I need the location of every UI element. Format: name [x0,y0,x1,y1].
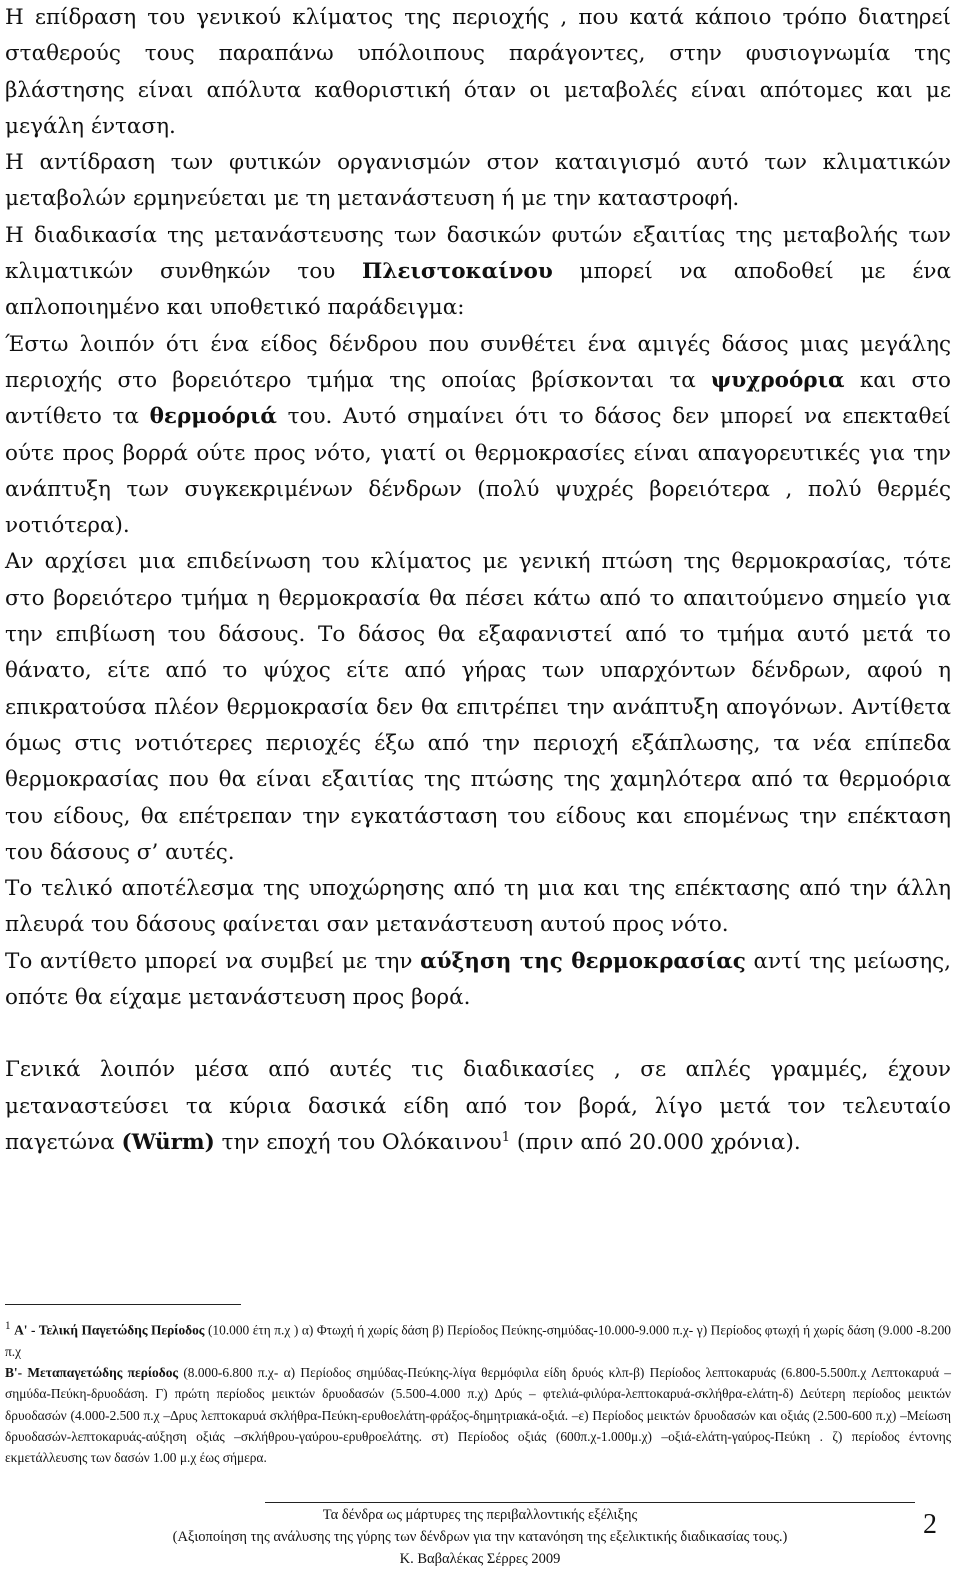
bold-pleistocene: Πλειστοκαίνου [362,259,553,285]
footer-author: Κ. Βαβαλέκας Σέρρες 2009 [399,1551,561,1567]
bold-warm-limits: θερμοόριά [149,404,277,430]
paragraph-climate-effect: Η επίδραση του γενικού κλίματος της περιοχής , που κατά κάποιο τρόπο διατηρεί σταθερούς τους παραπάνω υπόλοιπους παράγοντες, στην φυσιογνωμία της βλάστησης είναι απόλυτα καθοριστική όταν οι μεταβολές είναι απότομες και με μεγάλη ένταση. [5,5,951,139]
paragraph-example: Έστω λοιπόν ότι ένα είδος δένδρου που συνθέτει ένα αμιγές δάσος μιας μεγάλης περιοχής στο βορειότερο τμήμα της οποίας βρίσκονται τα ψυχροόρια και στο αντίθετο τα θερμοόριά του. Αυτό σημαίνει ότι το δάσος δεν μπορεί να επεκταθεί ούτε προς βορρά ούτε προς νότο, γιατί οι θερμοκρασίες είναι απαγορευτικές για την ανάπτυξη των συγκεκριμένων δένδρων (πολύ ψυχρές βορειότερα , πολύ θερμές νοτιότερα). [5,331,951,539]
bold-wurm: (Würm) [121,1129,215,1155]
document-page [5,0,952,1567]
paragraph-cooling: Αν αρχίσει μια επιδείνωση του κλίματος με γενική πτώση της θερμοκρασίας, τότε στο βορειότερο τμήμα η θερμοκρασία θα πέσει κάτω από το απαιτούμενο σημείο για την επιβίωση του δάσους. Το δάσος θα εξαφανιστεί από το τμήμα αυτό μετά το θάνατο, είτε από το ψύχος είτε από γήρας των υπαρχόντων δένδρων, αφού η επικρατούσα πλέον θερμοκρασία δεν θα επιτρέπει την ανάπτυξη απογόνων. Αντίθετα όμως στις νοτιότερες περιοχές έξω από την περιοχή εξάπλωσης, τα νέα επίπεδα θερμοκρασίας που θα είναι εξαιτίας της πτώσης της χαμηλότερα από τα θερμοόρια του είδους, θα επέτρεπαν την εγκατάσταση του είδους και επομένως την επέκταση του δάσους σ’ αυτές. [5,549,951,865]
paragraph-warming: Το αντίθετο μπορεί να συμβεί με την αύξηση της θερμοκρασίας αντί της μείωσης, οπότε θα είχαμε μετανάστευση προς βορά. [5,948,951,1011]
body-text [5,0,951,1161]
paragraph-migration-process: Η διαδικασία της μετανάστευσης των δασικών φυτών εξαιτίας της μεταβολής των κλιματικών συνθηκών του Πλειστοκαίνου μπορεί να αποδοθεί με ένα απλοποιημένο και υποθετικό παράδειγμα: [5,222,951,321]
footnote-number: 1 [5,1320,11,1332]
footnote: $^1$ Α' - Τελική Παγετώδης Περίοδος (10.000 έτη π.χ ) α) Φτωχή ή χωρίς δάση β) Περίοδος Πεύκης-σημύδας-10.000-9.000 π.χ- γ) Περίοδος φτωχή ή χωρίς δάση (9.000 -8.200 π.χ Β'- Μεταπαγετώδης περίοδος (8.000-6.800 π.χ- α) Περίοδος σημύδας-Πεύκης-λίγα θερμόφιλα είδη δρυός κλπ-β) Περίοδος λεπτοκαρυάς (6.800-5.500π.χ Λεπτοκαρυά –σημύδα-Πεύκη-δρυοδάση. Γ) πρώτη περίοδος μεικτών δρυοδασών (5.500-4.000 π.χ) Δρύς – φτελιά-φιλύρα-λεπτοκαρυά-σκλήθρα-ελάτη-δ) Δεύτερη περίοδος μεικτών δρυοδασών (4.000-2.500 π.χ –Δρυς λεπτοκαρυά σκλήθρα-Πεύκη-ερυθοελάτη-φράξος-δημητριακά-οξιά. –ε) Περίοδος μεικτών δρυοδασών και οξιάς (2.500-600 π.χ) –Μείωση δρυοδασών-λεπτοκαρυάς-αύξηση οξιάς –σκλήθρου-γαύρου-ερυθροελάτης. στ) Περίοδος οξιάς (600π.χ-1.000μ.χ) –οξιά-ελάτη-γαύρος-Πεύκη . ζ) περίοδος έντονης εκμετάλλευσης των δασών 1.00 μ.χ έως σήμερα. [5,1320,952,1466]
footnote-reference[interactable]: 1 [501,1129,510,1145]
paragraph-gap [5,1016,951,1052]
page-footer [65,1504,895,1570]
paragraph-plant-reaction: Η αντίδραση των φυτικών οργανισμών στον καταιγισμό αυτό των κλιματικών μεταβολών ερμηνεύεται με τη μετανάστευση ή με την καταστροφή. [5,150,951,212]
footer-title: Τα δένδρα ως μάρτυρες της περιβαλλοντικής εξέλιξης [322,1507,638,1523]
footer-subtitle: (Αξιοποίηση της ανάλυσης της γύρης των δένδρων για την κατανόηση της εξελικτικής διαδικασίας τους.) [172,1529,788,1545]
paragraph-summary: Γενικά λοιπόν μέσα από αυτές τις διαδικασίες , σε απλές γραμμές, έχουν μεταναστεύσει τα κύρια δασικά είδη από τον βορά, λίγο μετά τον τελευταίο παγετώνα (Würm) την εποχή του Ολόκαινου$^1$ (πριν από 20.000 χρόνια). [5,1057,951,1155]
bold-temperature-rise: αύξηση της θερμοκρασίας [420,948,746,974]
footer-separator [265,1502,915,1503]
paragraph-result: Το τελικό αποτέλεσμα της υποχώρησης από τη μια και της επέκτασης από την άλλη πλευρά του δάσους φαίνεται σαν μετανάστευση αυτού προς νότο. [5,876,951,938]
page-number: 2 [923,1509,937,1540]
bold-cold-limits: ψυχροόρια [711,367,845,393]
footnote-separator [5,1304,241,1305]
